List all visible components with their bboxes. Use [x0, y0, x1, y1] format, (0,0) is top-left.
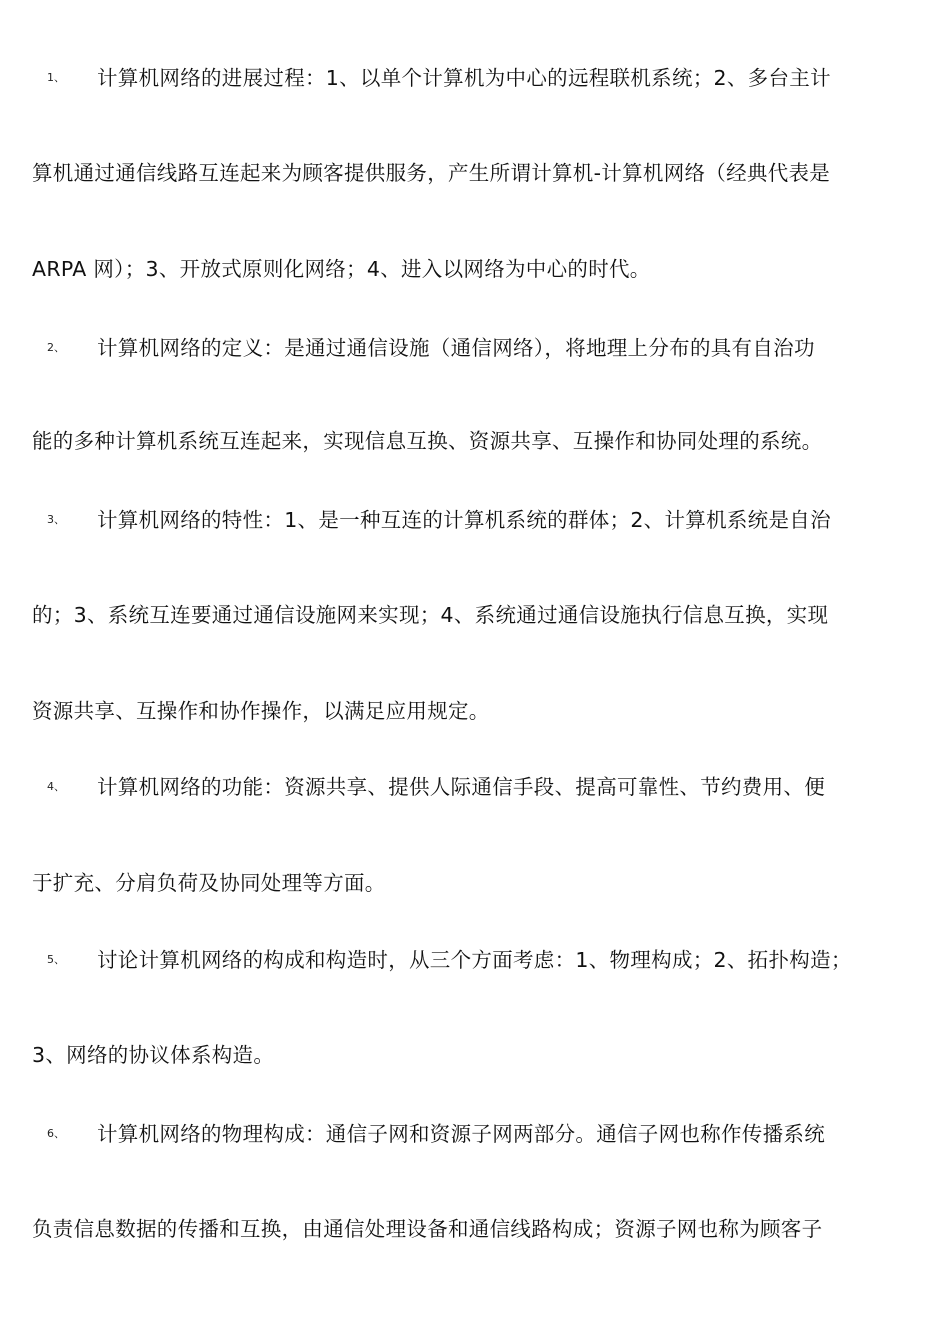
- paragraph-line: 负责信息数据的传播和互换，由通信处理设备和通信线路构成；资源子网也称为顾客子: [32, 1217, 823, 1241]
- paragraph-line: 计算机网络的特性：1、是一种互连的计算机系统的群体；2、计算机系统是自治: [97, 508, 831, 532]
- paragraph-line: 3、网络的协议体系构造。: [32, 1043, 275, 1067]
- paragraph-line: 算机通过通信线路互连起来为顾客提供服务，产生所谓计算机-计算机网络（经典代表是: [32, 161, 831, 185]
- paragraph-line: 讨论计算机网络的构成和构造时，从三个方面考虑：1、物理构成；2、拓扑构造；: [97, 948, 852, 972]
- item-number: 3、: [47, 513, 65, 526]
- item-number: 1、: [47, 71, 65, 84]
- paragraph-line: 于扩充、分肩负荷及协同处理等方面。: [32, 871, 386, 895]
- paragraph-line: 计算机网络的定义：是通过通信设施（通信网络），将地理上分布的具有自治功: [97, 336, 815, 360]
- item-number: 4、: [47, 780, 65, 793]
- paragraph-line: 计算机网络的物理构成：通信子网和资源子网两部分。通信子网也称作传播系统: [97, 1122, 825, 1146]
- item-number: 2、: [47, 341, 65, 354]
- paragraph-line: 资源共享、互操作和协作操作，以满足应用规定。: [32, 699, 490, 723]
- paragraph-line: 的；3、系统互连要通过通信设施网来实现；4、系统通过通信设施执行信息互换，实现: [32, 603, 829, 627]
- paragraph-line: 能的多种计算机系统互连起来，实现信息互换、资源共享、互操作和协同处理的系统。: [32, 429, 823, 453]
- paragraph-line: ARPA 网）；3、开放式原则化网络；4、进入以网络为中心的时代。: [32, 257, 651, 281]
- paragraph-line: 计算机网络的功能：资源共享、提供人际通信手段、提高可靠性、节约费用、便: [97, 775, 825, 799]
- item-number: 6、: [47, 1127, 65, 1140]
- paragraph-line: 计算机网络的进展过程：1、以单个计算机为中心的远程联机系统；2、多台主计: [97, 66, 831, 90]
- item-number: 5、: [47, 953, 65, 966]
